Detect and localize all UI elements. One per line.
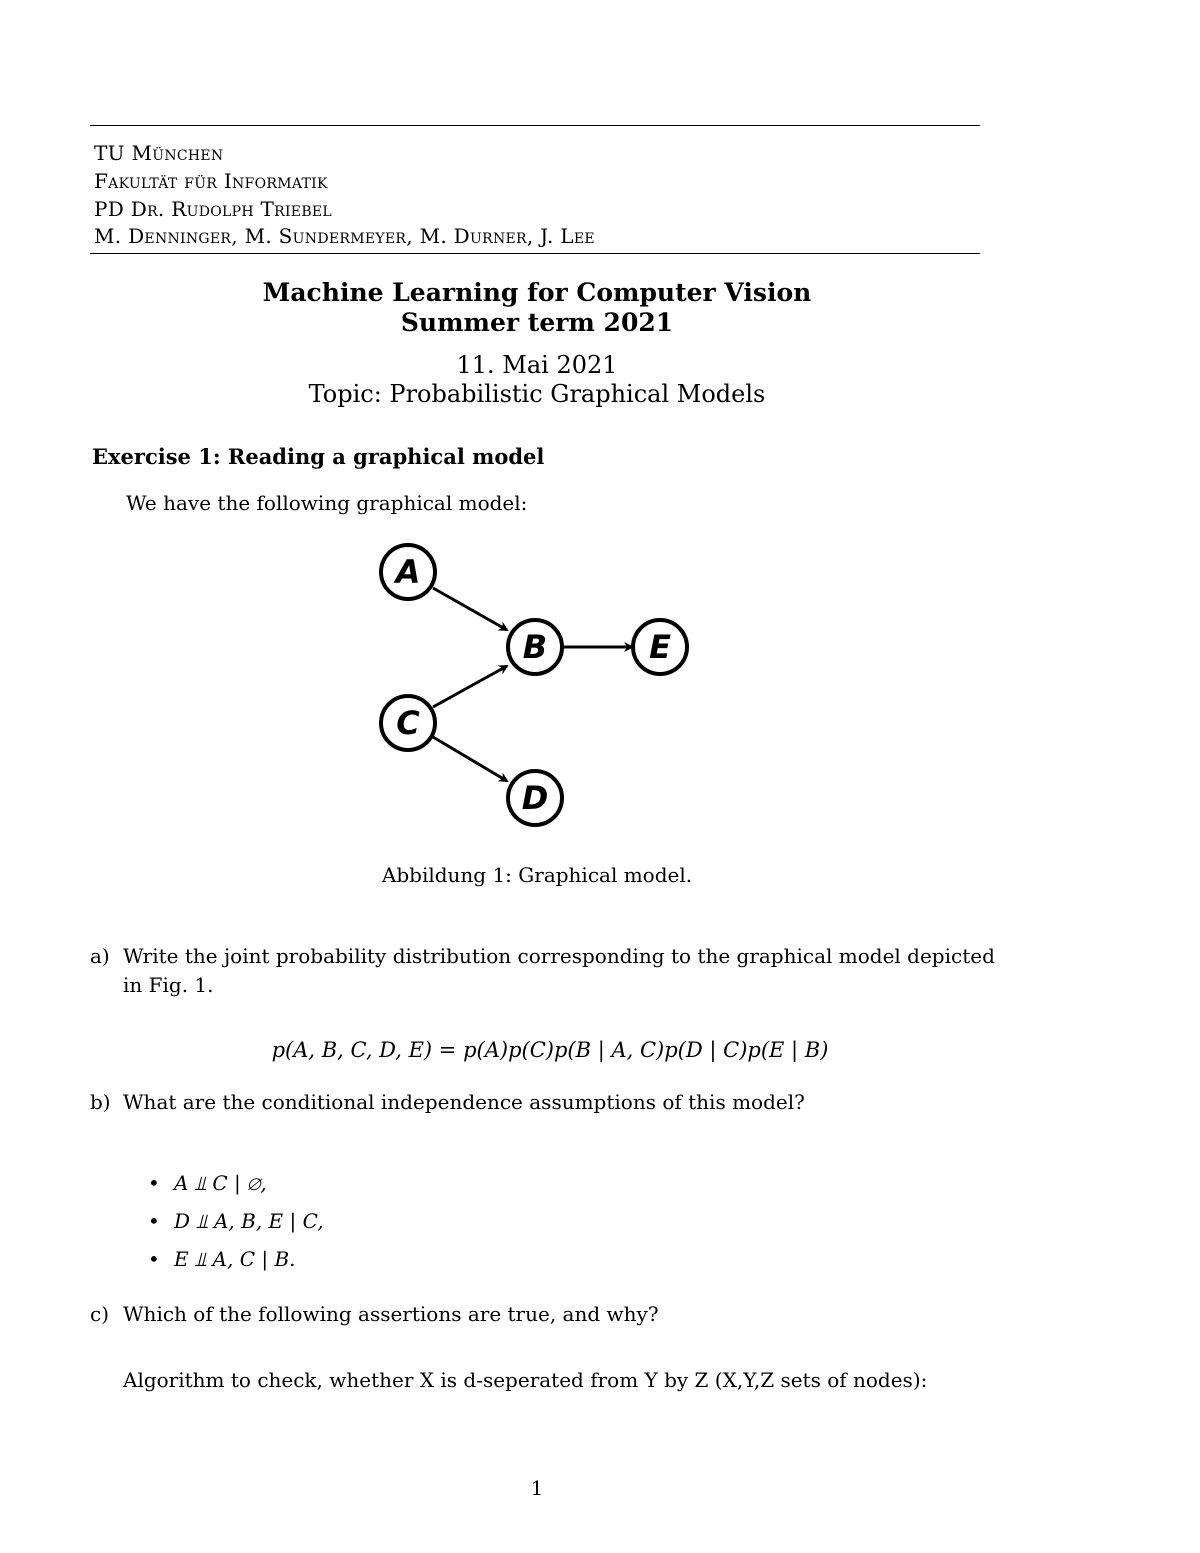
sheet-topic: Topic: Probabilistic Graphical Models [308,380,766,408]
part-b-question: What are the conditional independence assumptions of this model? [123,1090,805,1114]
node-a [381,545,435,599]
part-a-question-line2: in Fig. 1. [123,973,214,997]
edge-a-b [433,588,507,630]
joint-distribution-formula: p(A, B, C, D, E) = p(A)p(C)p(B | A, C)p(D | C)p(E | B) [271,1038,829,1062]
d-separation-note: Algorithm to check, whether X is d-seperated from Y by Z (X,Y,Z sets of nodes): [123,1368,928,1392]
figure-caption: Abbildung 1: Graphical model. [381,863,693,887]
independence-text: A ⫫ C | ∅, [174,1171,267,1195]
node-a-label: A [395,553,421,591]
independence-item [148,1171,267,1195]
sheet-date: 11. Mai 2021 [456,351,618,379]
header-faculty: Fakultät für Informatik [94,169,328,193]
exercise-heading: Exercise 1: Reading a graphical model [92,444,545,469]
course-title: Machine Learning for Computer Vision [262,278,812,307]
header-lecturer: PD Dr. Rudolph Triebel [94,197,333,221]
node-b [508,620,562,674]
node-e [633,620,687,674]
independence-text: E ⫫ A, C | B. [174,1247,296,1271]
part-b-marker: b) [90,1090,111,1114]
bullet-dot: • [148,1171,160,1195]
part-a-question-line1: Write the joint probability distribution corresponding to the graphical model depicted [123,944,995,968]
graphical-model-figure [370,535,700,835]
node-d-label: D [521,779,549,817]
part-a-marker: a) [90,944,110,968]
node-c-label: C [396,704,420,742]
edge-c-b [433,666,507,707]
header-tutors: M. Denninger, M. Sundermeyer, M. Durner, J. Lee [94,224,595,248]
part-c-marker: c) [90,1302,110,1326]
header-university: TU München [94,141,224,165]
independence-text: D ⫫ A, B, E | C, [174,1209,324,1233]
exercise-intro: We have the following graphical model: [126,491,528,515]
node-b-label: B [522,628,548,666]
node-c [381,696,435,750]
bullet-dot: • [148,1247,160,1271]
node-d [508,771,562,825]
course-term: Summer term 2021 [400,308,674,337]
header-bottom-rule [90,253,980,254]
page-number: 1 [530,1476,544,1500]
part-c-question: Which of the following assertions are true, and why? [123,1302,659,1326]
node-e-label: E [649,628,671,666]
bullet-dot: • [148,1209,160,1233]
independence-item [148,1247,296,1271]
edge-c-d [433,737,507,781]
header-top-rule [90,125,980,126]
independence-item [148,1209,324,1233]
